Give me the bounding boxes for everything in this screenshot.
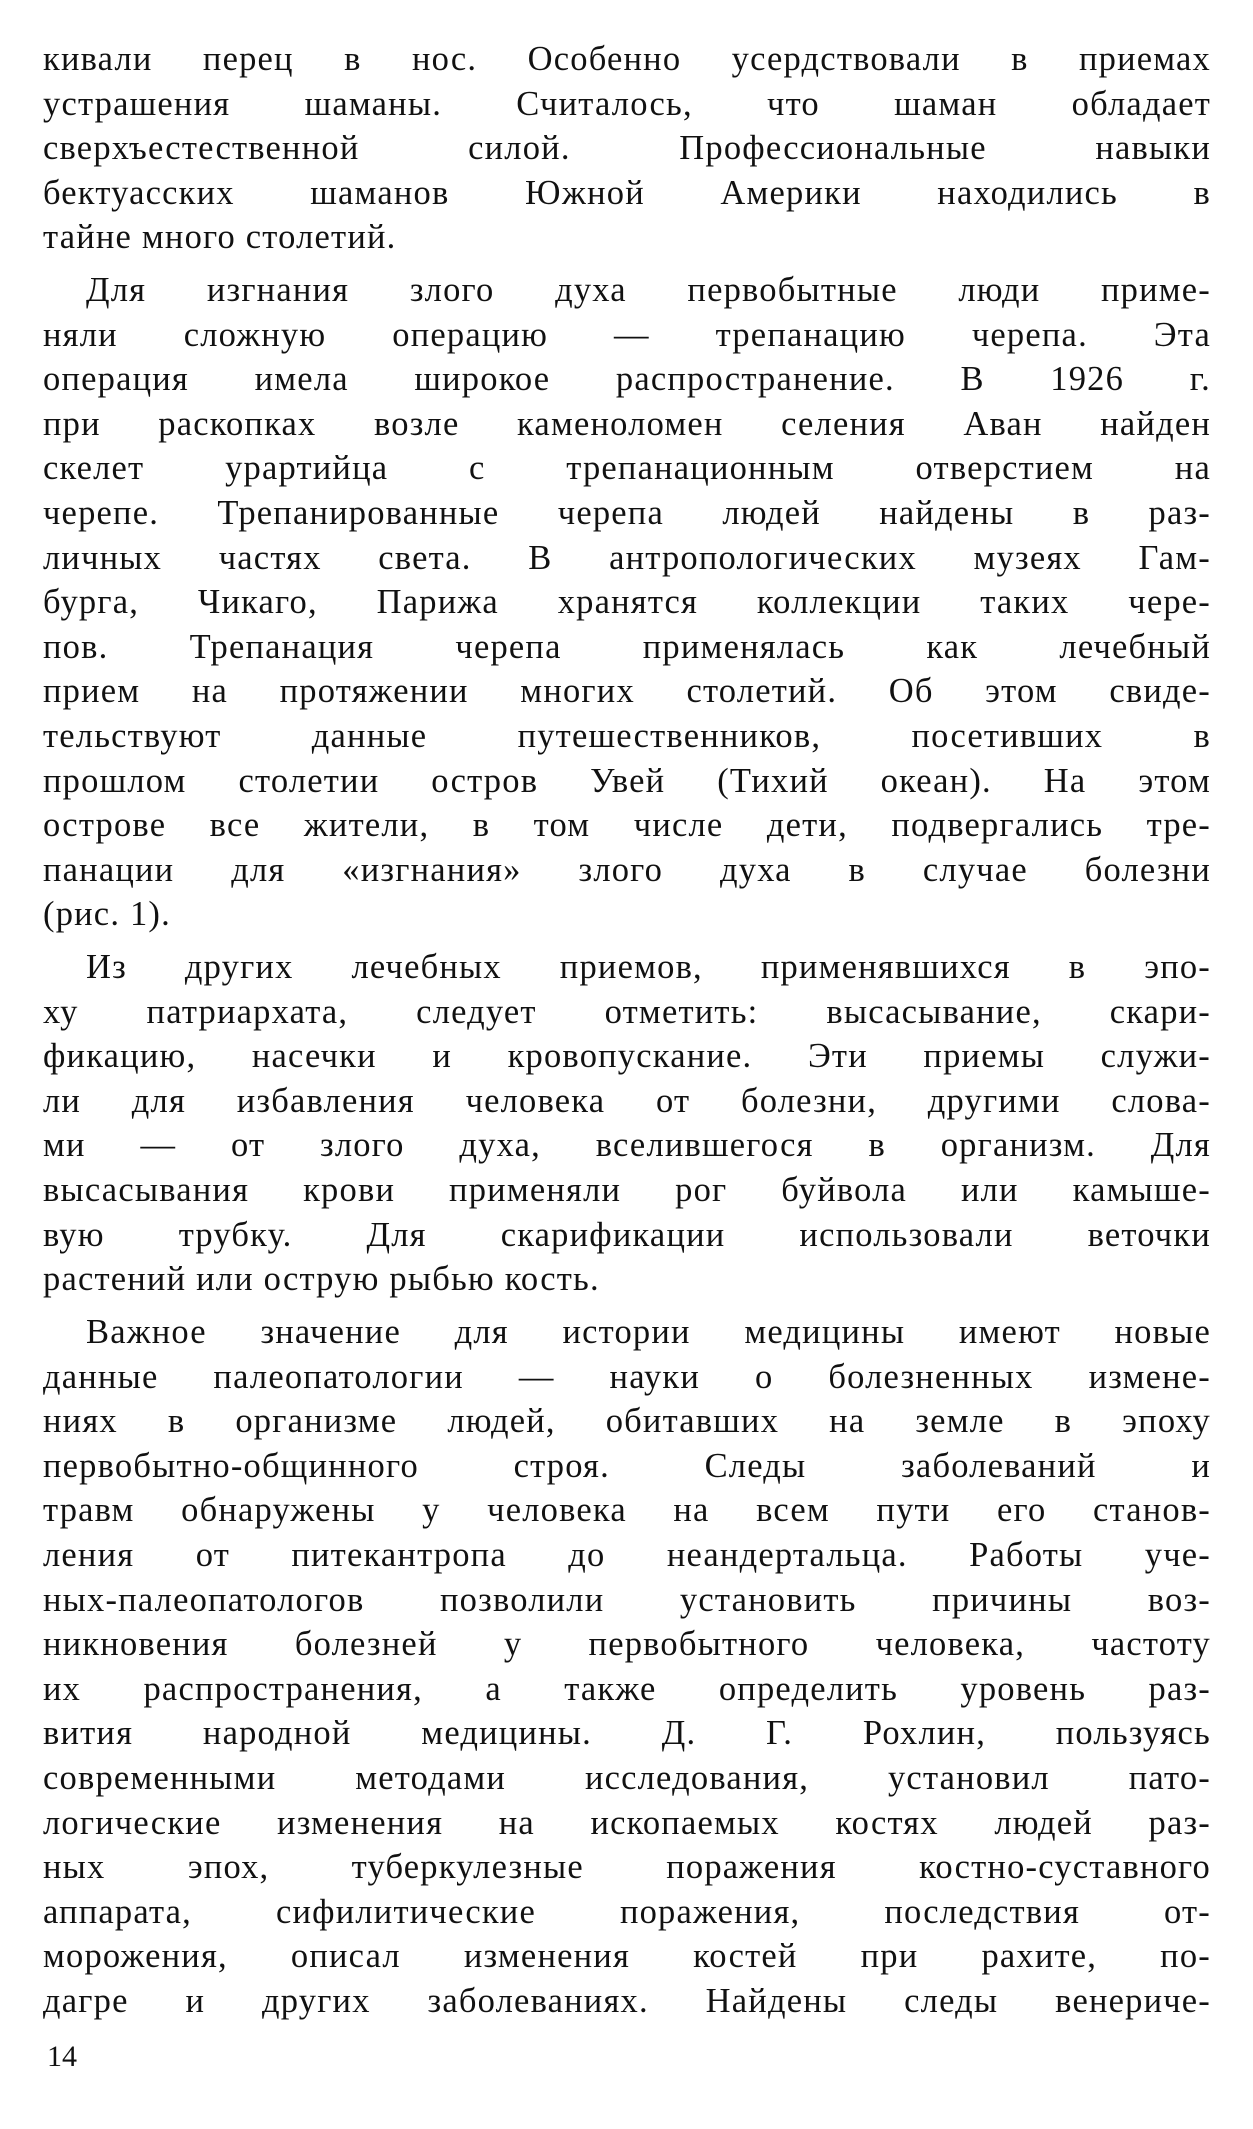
text-line: бектуасских шаманов Южной Америки находились в: [43, 173, 1211, 212]
text-line: прошлом столетии остров Увей (Тихий океан). На этом: [43, 761, 1211, 800]
text-line: Для изгнания злого духа первобытные люди приме-: [86, 271, 1211, 309]
text-line: дагре и других заболеваниях. Найдены следы венериче-: [43, 1981, 1211, 2020]
text-line: тельствуют данные путешественников, посетивших в: [43, 716, 1211, 755]
text-line: сверхъестественной силой. Профессиональные навыки: [43, 129, 1211, 168]
text-line: ли для избавления человека от болезни, другими слова-: [43, 1081, 1211, 1120]
text-line: при раскопках возле каменоломен селения Аван найден: [43, 404, 1211, 443]
text-line: операция имела широкое распространение. В 1926 г.: [43, 360, 1211, 399]
paragraph-1: [43, 37, 1211, 260]
text-line: травм обнаружены у человека на всем пути его станов-: [43, 1491, 1211, 1530]
text-line: ления от питекантропа до неандертальца. Работы уче-: [43, 1535, 1211, 1574]
text-line: бурга, Чикаго, Парижа хранятся коллекции таких чере-: [43, 583, 1211, 622]
paragraph-2: [43, 268, 1211, 937]
text-line: ху патриархата, следует отметить: высасывание, скари-: [43, 992, 1211, 1031]
text-line: (рис. 1).: [43, 895, 171, 934]
text-line: аппарата, сифилитические поражения, последствия от-: [43, 1892, 1211, 1931]
text-line: растений или острую рыбью кость.: [43, 1260, 600, 1299]
text-line: данные палеопатологии — науки о болезненных измене-: [43, 1357, 1211, 1396]
text-line: Важное значение для истории медицины имеют новые: [86, 1313, 1211, 1351]
text-line: первобытно-общинного строя. Следы заболеваний и: [43, 1446, 1211, 1485]
text-line: тайне много столетий.: [43, 218, 397, 257]
text-line: прием на протяжении многих столетий. Об этом свиде-: [43, 672, 1211, 711]
text-line: вую трубку. Для скарификации использовали веточки: [43, 1215, 1211, 1254]
text-line: высасывания крови применяли рог буйвола или камыше-: [43, 1170, 1211, 1209]
text-line: ных-палеопатологов позволили установить причины воз-: [43, 1580, 1211, 1619]
text-line: ниях в организме людей, обитавших на земле в эпоху: [43, 1402, 1211, 1441]
paragraph-4: [43, 1310, 1211, 2024]
text-line: панации для «изгнания» злого духа в случае болезни: [43, 850, 1211, 889]
text-line: их распространения, а также определить уровень раз-: [43, 1669, 1211, 1708]
text-line: никновения болезней у первобытного человека, частоту: [43, 1625, 1211, 1664]
text-line: черепе. Трепанированные черепа людей найдены в раз-: [43, 493, 1211, 532]
text-line: острове все жители, в том числе дети, подвергались тре-: [43, 806, 1211, 845]
text-line: пов. Трепанация черепа применялась как лечебный: [43, 627, 1211, 666]
text-line: логические изменения на ископаемых костях людей раз-: [43, 1803, 1211, 1842]
text-line: ных эпох, туберкулезные поражения костно-суставного: [43, 1848, 1211, 1887]
paragraph-3: [43, 945, 1211, 1302]
text-line: морожения, описал изменения костей при рахите, по-: [43, 1937, 1211, 1976]
text-line: современными методами исследования, установил пато-: [43, 1758, 1211, 1797]
text-line: няли сложную операцию — трепанацию черепа. Эта: [43, 315, 1211, 354]
text-line: скелет урартийца с трепанационным отверстием на: [43, 449, 1211, 488]
page-number: 14: [47, 2040, 77, 2073]
text-line: кивали перец в нос. Особенно усердствовали в приемах: [43, 40, 1211, 78]
text-line: ми — от злого духа, вселившегося в организм. Для: [43, 1126, 1211, 1165]
text-line: фикацию, насечки и кровопускание. Эти приемы служи-: [43, 1037, 1211, 1076]
text-line: устрашения шаманы. Считалось, что шаман обладает: [43, 84, 1211, 123]
text-line: личных частях света. В антропологических музеях Гам-: [43, 538, 1211, 577]
text-line: Из других лечебных приемов, применявшихся в эпо-: [86, 948, 1211, 986]
text-line: вития народной медицины. Д. Г. Рохлин, пользуясь: [43, 1714, 1211, 1753]
